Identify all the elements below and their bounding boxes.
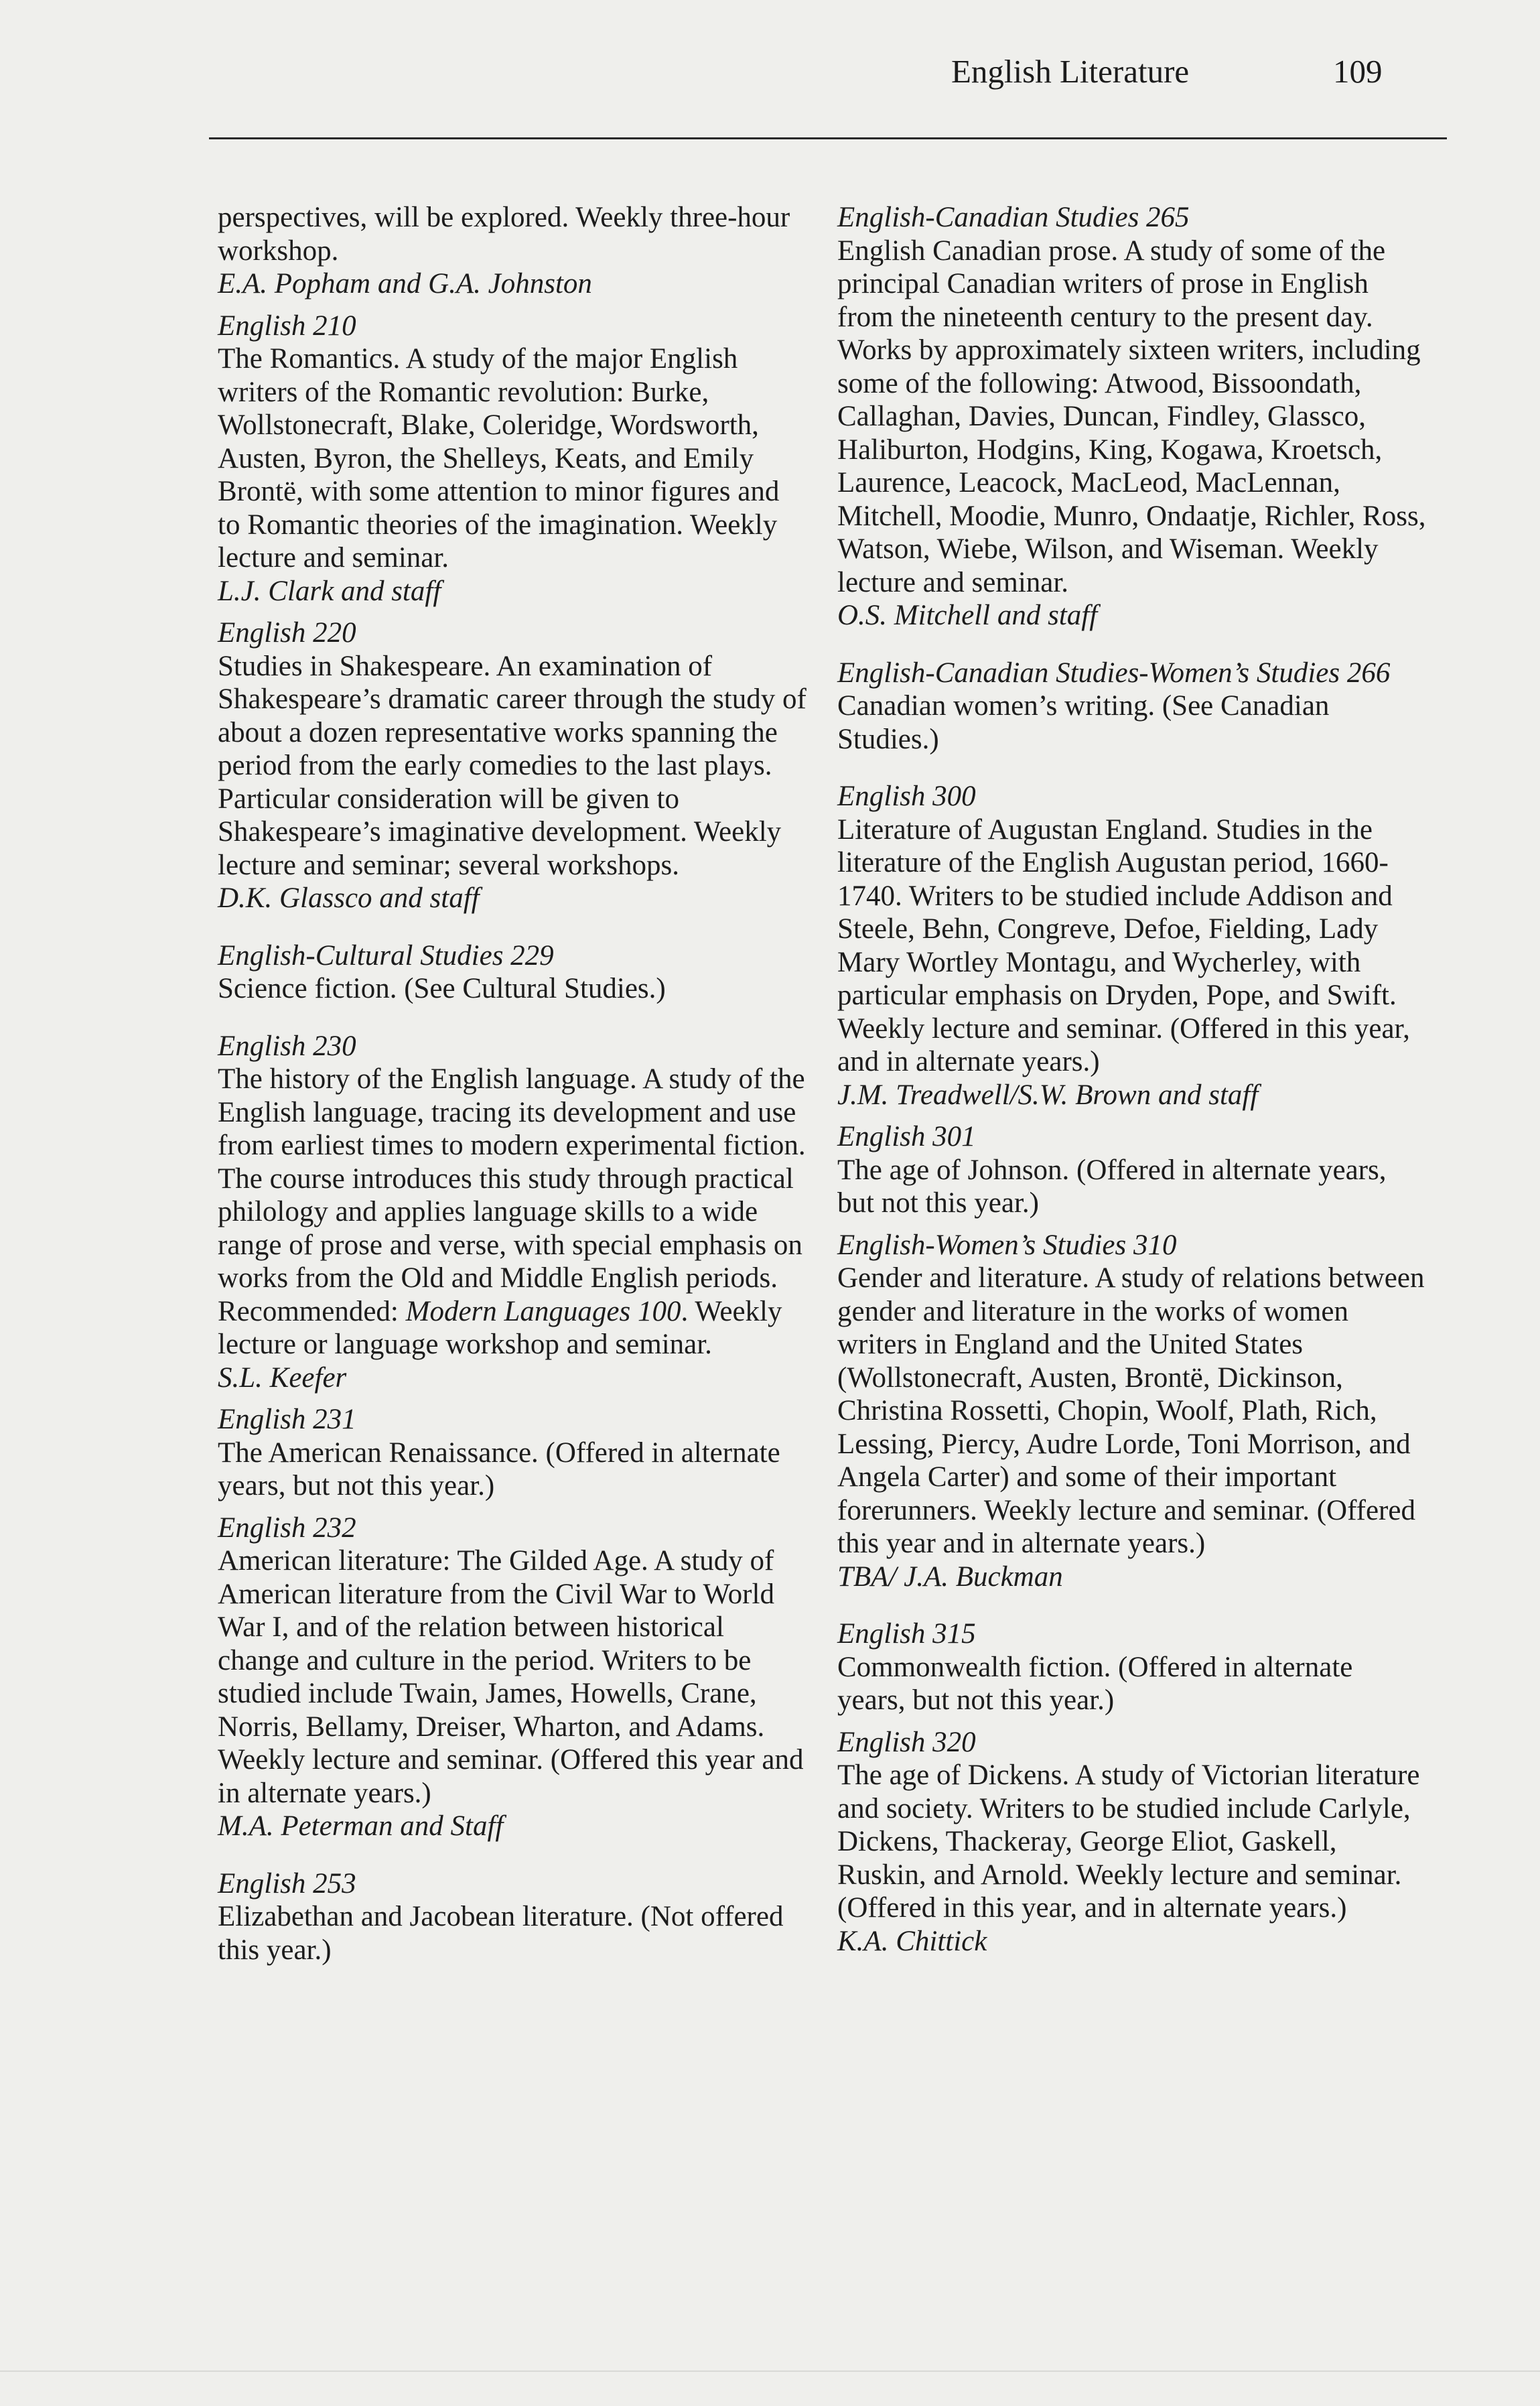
course-code: English 300 — [837, 781, 976, 812]
course-description: The American Renaissance. (Offered in alternate years, but not this year.) — [218, 1436, 780, 1501]
course-code: English-Women’s Studies 310 — [837, 1229, 1177, 1261]
course-entry — [218, 310, 807, 608]
course-description: Science fiction. (See Cultural Studies.) — [218, 973, 666, 1004]
course-entry — [837, 657, 1427, 756]
course-code: English 315 — [837, 1618, 976, 1650]
course-instructor: S.L. Keefer — [218, 1361, 347, 1394]
continued-description: perspectives, will be explored. Weekly three-hour workshop. — [218, 202, 790, 267]
course-entry — [218, 1403, 807, 1503]
course-description: Canadian women’s writing. (See Canadian Studies.) — [837, 690, 1330, 755]
course-description: The Romantics. A study of the major English writers of the Romantic revolution: Burke, Wollstonecraft, Blake, Coleridge, Wordsworth, Austen, Byron, the Shelleys, Keats, and Emily Brontë, with some attention to minor figures and to Romantic theories of the imagination. Weekly lecture and seminar. — [218, 343, 780, 574]
course-code: English 320 — [837, 1726, 976, 1758]
course-description: Studies in Shakespeare. An examination of Shakespeare’s dramatic career through the study of about a dozen representative works spanning the period from the early comedies to the last plays. Particular consideration will be given to Shakespeare’s imaginative development. Weekly lecture and seminar; several workshops. — [218, 650, 807, 881]
continued-entry — [218, 201, 807, 301]
course-entry — [218, 616, 807, 915]
course-description: Commonwealth fiction. (Offered in alternate years, but not this year.) — [837, 1651, 1353, 1716]
course-code: English 230 — [218, 1030, 356, 1062]
page-header — [0, 0, 1540, 141]
page-bottom-edge — [0, 2370, 1540, 2372]
course-code: English 220 — [218, 617, 356, 649]
course-description — [218, 1063, 807, 1361]
course-description: Literature of Augustan England. Studies in the literature of the English Augustan period, 1660-1740. Writers to be studied include Addison and Steele, Behn, Congreve, Defoe, Fielding, Lady Mary Wortley Montagu, and Wycherley, with particular emphasis on Dryden, Pope, and Swift. Weekly lecture and seminar. (Offered in this year, and in alternate years.) — [837, 813, 1410, 1077]
running-head: English Literature — [951, 53, 1190, 90]
course-code: English-Canadian Studies 265 — [837, 202, 1190, 233]
course-entry — [837, 1120, 1427, 1220]
course-instructor: J.M. Treadwell/S.W. Brown and staff — [837, 1079, 1259, 1111]
course-instructor: M.A. Peterman and Staff — [218, 1810, 504, 1842]
course-code: English 232 — [218, 1512, 356, 1544]
course-entry — [218, 939, 807, 1006]
course-code: English 210 — [218, 310, 356, 342]
course-description: Elizabethan and Jacobean literature. (Not offered this year.) — [218, 1901, 784, 1966]
course-instructor: D.K. Glassco and staff — [218, 882, 480, 914]
course-description: English Canadian prose. A study of some of the principal Canadian writers of prose in English from the nineteenth century to the present day. Works by approximately sixteen writers, including some of the following: Atwood, Bissoondath, Callaghan, Davies, Duncan, Findley, Glassco, Haliburton, Hodgins, King, Kogawa, Kroetsch, Laurence, Leacock, MacLeod, MacLennan, Mitchell, Moodie, Munro, Ondaatje, Richler, Ross, Watson, Wiebe, Wilson, and Wiseman. Weekly lecture and seminar. — [837, 235, 1426, 598]
course-instructor: L.J. Clark and staff — [218, 575, 441, 607]
course-entry — [837, 1617, 1427, 1717]
course-description: American literature: The Gilded Age. A study of American literature from the Civil War to World War I, and of the relation between historical change and culture in the period. Writers to be studied include Twain, James, Howells, Crane, Norris, Bellamy, Dreiser, Wharton, and Adams. Weekly lecture and seminar. (Offered this year and in alternate years.) — [218, 1545, 804, 1809]
prerequisite-course: Modern Languages 100 — [405, 1295, 681, 1327]
course-description: Gender and literature. A study of relations between gender and literature in the works of women writers in England and the United States (Wollstonecraft, Austen, Brontë, Dickinson, Christina Rossetti, Chopin, Woolf, Plath, Rich, Lessing, Piercy, Audre Lorde, Toni Morrison, and Angela Carter) and some of their important forerunners. Weekly lecture and seminar. (Offered this year and in alternate years.) — [837, 1262, 1425, 1559]
course-entry — [837, 1229, 1427, 1594]
course-description-text: The history of the English language. A study of the English language, tracing its development and use from earliest times to modern experimental fiction. The course introduces this study through practical philology and applies language skills to a wide range of prose and verse, with special emphasis on works from the Old and Middle English periods. Recommended: — [218, 1063, 806, 1327]
course-entry — [218, 1030, 807, 1395]
header-rule — [209, 137, 1447, 139]
left-column — [218, 201, 807, 1975]
course-code: English 253 — [218, 1867, 356, 1899]
course-entry — [218, 1512, 807, 1843]
course-entry — [218, 1867, 807, 1967]
course-code: English-Cultural Studies 229 — [218, 939, 554, 972]
course-description: The age of Johnson. (Offered in alternate years, but not this year.) — [837, 1154, 1387, 1219]
course-instructor: K.A. Chittick — [837, 1925, 987, 1957]
course-code: English 231 — [218, 1404, 356, 1435]
course-description: The age of Dickens. A study of Victorian literature and society. Writers to be studied include Carlyle, Dickens, Thackeray, George Eliot, Gaskell, Ruskin, and Arnold. Weekly lecture and seminar. (Offered in this year, and in alternate years.) — [837, 1759, 1420, 1924]
course-entry — [837, 1726, 1427, 1958]
course-instructor: O.S. Mitchell and staff — [837, 600, 1098, 631]
course-entry — [837, 780, 1427, 1112]
course-code: English 301 — [837, 1121, 976, 1152]
course-entry — [837, 201, 1427, 632]
page-number: 109 — [1333, 53, 1383, 90]
right-column — [837, 201, 1427, 1966]
course-code: English-Canadian Studies-Women’s Studies 266 — [837, 657, 1391, 689]
continued-instructor: E.A. Popham and G.A. Johnston — [218, 268, 592, 299]
course-description-text: . Weekly lecture or language workshop and seminar. — [218, 1295, 782, 1360]
course-instructor: TBA/ J.A. Buckman — [837, 1560, 1063, 1593]
